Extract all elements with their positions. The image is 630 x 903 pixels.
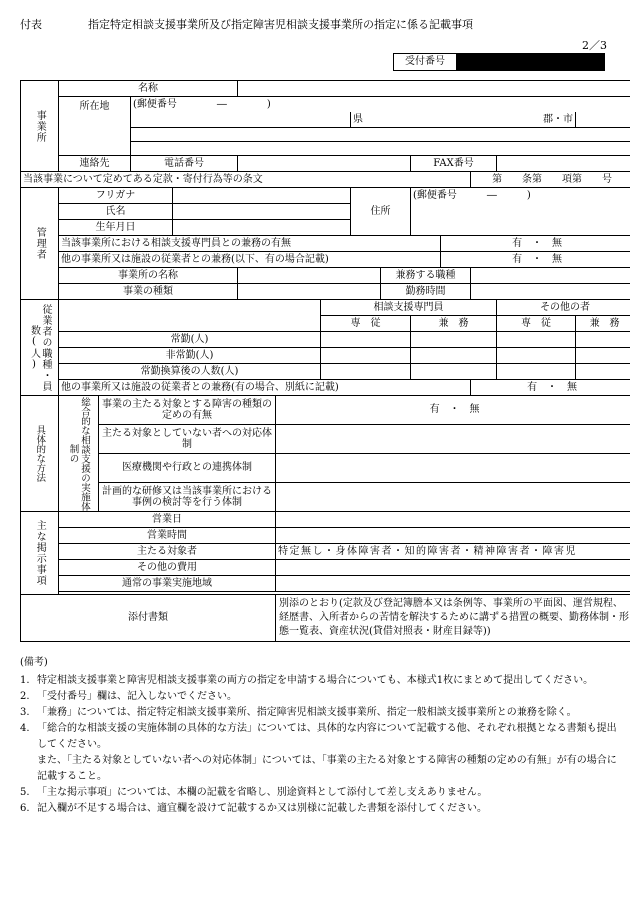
staff-other-fulltime-header: 専 従: [497, 316, 576, 332]
manager-other-office-name-field[interactable]: [238, 268, 381, 284]
manager-other-office-name-label: 事業所の名称: [59, 268, 238, 284]
staff-cell[interactable]: [576, 364, 630, 380]
support-disability-type-choice[interactable]: 有 ・ 無: [276, 396, 630, 425]
manager-section-label: 管理者: [21, 188, 59, 300]
notices-days-field[interactable]: [276, 512, 630, 528]
attachments-value: 別添のとおり(定款及び登記簿謄本又は条例等、事業所の平面図、運営規程、経歴書、入所者からの苦情を解決するために講ずる措置の概要、勤務体制・形態一覧表、資産状況(貸借対照表・財産目録等)): [276, 595, 630, 642]
articles-label: 当該事業について定めてある定款・寄付行為等の条文: [21, 172, 471, 188]
notices-fees-field[interactable]: [276, 560, 630, 576]
office-phone-label: 電話番号: [131, 156, 238, 172]
manager-office-type-field[interactable]: [238, 284, 381, 300]
remark-item: また、「主たる対象としていない者への対応体制」については、「事業の主たる対象とする障害の種類の定めの有無」が有の場合に記載すること。: [37, 755, 617, 782]
office-phone-field[interactable]: [238, 156, 411, 172]
manager-concurrent-other-choice[interactable]: 有 ・ 無: [441, 252, 630, 268]
notices-area-field[interactable]: [276, 576, 630, 592]
manager-birthdate-field[interactable]: [173, 220, 351, 236]
staff-cell[interactable]: [497, 332, 576, 348]
office-contact-label: 連絡先: [59, 156, 131, 172]
notices-target-label: 主たる対象者: [59, 544, 276, 560]
office-address-extra[interactable]: [131, 142, 630, 156]
support-medical-liaison-field[interactable]: [276, 454, 630, 483]
notices-section-label: 主な掲示事項: [21, 512, 59, 595]
appendix-label: 付表: [20, 18, 42, 31]
staff-other-header: その他の者: [497, 300, 630, 316]
staff-cell[interactable]: [411, 364, 497, 380]
manager-name-field[interactable]: [173, 204, 351, 220]
staff-concurrent-choice[interactable]: 有 ・ 無: [471, 380, 630, 396]
office-prefecture: 県: [353, 113, 363, 125]
notices-target-choice[interactable]: 特定無し・身体障害者・知的障害者・精神障害者・障害児: [276, 544, 630, 560]
manager-concurrent-other-label: 他の事業所又は施設の従業者との兼務(以下、有の場合記載): [59, 252, 441, 268]
staff-specialist-fulltime-header: 専 従: [321, 316, 411, 332]
remark-item: 2. 「受付番号」欄は、記入しないでください。: [20, 691, 237, 702]
remark-item: 4. 「総合的な相談支援の実施体制の具体的な方法」については、具体的な内容について記載する他、それぞれ根拠となる書類も提出してください。: [20, 723, 617, 750]
staff-cell[interactable]: [321, 364, 411, 380]
staff-cell[interactable]: [411, 348, 497, 364]
staff-cell[interactable]: [321, 348, 411, 364]
office-fax-label: FAX番号: [411, 156, 497, 172]
notices-hours-label: 営業時間: [59, 528, 276, 544]
support-section-label-2: 総合的な相談支援の実施体制の: [59, 396, 99, 512]
manager-furigana-field[interactable]: [173, 188, 351, 204]
manager-concurrent-specialist-choice[interactable]: 有 ・ 無: [441, 236, 630, 252]
remarks-title: (備考): [20, 657, 48, 668]
manager-work-hours-field[interactable]: [471, 284, 630, 300]
staff-cell[interactable]: [576, 348, 630, 364]
notices-hours-field[interactable]: [276, 528, 630, 544]
manager-postal-code[interactable]: (郵便番号 ― ): [411, 188, 630, 204]
manager-office-type-label: 事業の種類: [59, 284, 238, 300]
staff-specialist-parttime-header: 兼 務: [411, 316, 497, 332]
staff-converted-label: 常勤換算後の人数(人): [59, 364, 321, 380]
manager-birthdate-label: 生年月日: [59, 220, 173, 236]
support-section-label: 具体的な方法: [21, 396, 59, 512]
support-training-label: 計画的な研修又は当該事業所における事例の検討等を行う体制: [99, 483, 276, 512]
manager-name-label: 氏名: [59, 204, 173, 220]
remark-item: 3. 「兼務」については、指定特定相談支援事業所、指定障害児相談支援事業所、指定一般相談支援事業所との兼務を除く。: [20, 707, 577, 718]
support-nontarget-field[interactable]: [276, 425, 630, 454]
remarks-section: [20, 655, 620, 817]
articles-field[interactable]: 第 条第 項第 号: [471, 172, 630, 188]
office-section-label: 事業所: [21, 81, 59, 172]
staff-cell[interactable]: [497, 348, 576, 364]
office-postal-code[interactable]: (郵便番号 ― ): [131, 97, 630, 113]
manager-concurrent-job-label: 兼務する職種: [381, 268, 471, 284]
remark-item: 5. 「主な掲示事項」については、本欄の記載を省略し、別途資料として添付して差し支えありません。: [20, 787, 488, 798]
support-nontarget-label: 主たる対象としていない者への対応体制: [99, 425, 276, 454]
office-city: 郡・市: [497, 112, 576, 128]
application-form-table: [20, 80, 630, 642]
office-address-label: 所在地: [59, 97, 131, 156]
staff-regular-label: 常勤(人): [59, 332, 321, 348]
manager-concurrent-specialist-label: 当該事業所における相談支援専門員との兼務の有無: [59, 236, 441, 252]
staff-cell[interactable]: [576, 332, 630, 348]
support-training-field[interactable]: [276, 483, 630, 512]
office-name-label: 名称: [59, 81, 238, 97]
notices-area-label: 通常の事業実施地域: [59, 576, 276, 592]
staff-cell[interactable]: [497, 364, 576, 380]
staff-concurrent-label: 他の事業所又は施設の従業者との兼務(有の場合、別紙に記載): [59, 380, 471, 396]
form-title: 指定特定相談支援事業所及び指定障害児相談支援事業所の指定に係る記載事項: [88, 18, 473, 31]
office-fax-field[interactable]: [497, 156, 630, 172]
page-number: 2／3: [582, 39, 607, 52]
remark-item: 1. 特定相談支援事業と障害児相談支援事業の両方の指定を申請する場合についても、本様式1枚にまとめて提出してください。: [20, 675, 594, 686]
support-disability-type-label: 事業の主たる対象とする障害の種類の定めの有無: [99, 396, 276, 425]
staff-section-label: 従業者の職種・員数(人): [21, 300, 59, 396]
office-address-field[interactable]: [131, 128, 630, 142]
staff-specialist-header: 相談支援専門員: [321, 300, 497, 316]
notices-days-label: 営業日: [59, 512, 276, 528]
staff-cell[interactable]: [411, 332, 497, 348]
attachments-label: 添付書類: [21, 595, 276, 642]
support-medical-liaison-label: 医療機関や行政との連携体制: [99, 454, 276, 483]
notices-fees-label: その他の費用: [59, 560, 276, 576]
manager-furigana-label: フリガナ: [59, 188, 173, 204]
staff-other-parttime-header: 兼 務: [576, 316, 630, 332]
remark-item: 6. 記入欄が不足する場合は、適宜欄を設けて記載するか又は別様に記載した書類を添付してください。: [20, 803, 487, 814]
staff-cell[interactable]: [321, 332, 411, 348]
manager-address-label: 住所: [351, 188, 411, 236]
manager-address-field[interactable]: [411, 204, 630, 236]
receipt-number-label: 受付番号: [394, 54, 457, 70]
receipt-number-field: [457, 54, 604, 70]
manager-work-hours-label: 勤務時間: [381, 284, 471, 300]
staff-nonregular-label: 非常勤(人): [59, 348, 321, 364]
office-name-field[interactable]: [238, 81, 630, 97]
manager-concurrent-job-field[interactable]: [471, 268, 630, 284]
receipt-number-box: [393, 53, 605, 71]
